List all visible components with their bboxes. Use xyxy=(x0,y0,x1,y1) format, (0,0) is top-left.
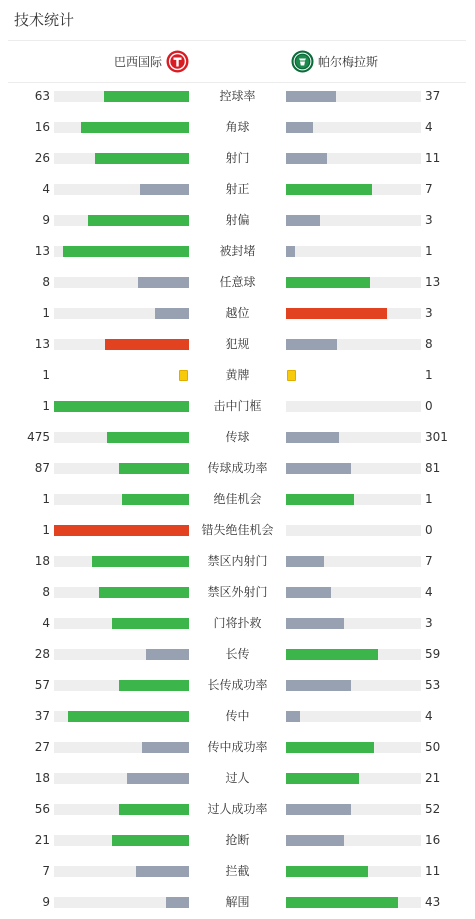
stat-label: 黄牌 xyxy=(225,368,250,382)
away-stat-bar xyxy=(286,494,421,505)
stat-row xyxy=(0,484,475,515)
stat-row xyxy=(0,515,475,546)
stat-label: 拦截 xyxy=(225,864,250,878)
stat-label: 被封堵 xyxy=(219,244,256,258)
home-stat-bar-fill xyxy=(146,649,189,660)
stat-row xyxy=(0,298,475,329)
home-stat-value: 18 xyxy=(34,554,50,568)
away-stat-bar xyxy=(286,680,421,691)
home-stat-value: 8 xyxy=(42,275,50,289)
away-stat-value: 7 xyxy=(425,554,433,568)
stat-row xyxy=(0,391,475,422)
away-stat-bar xyxy=(286,773,421,784)
away-stat-value: 8 xyxy=(425,337,433,351)
home-stat-bar xyxy=(54,711,189,722)
stat-row xyxy=(0,174,475,205)
stat-row xyxy=(0,236,475,267)
stat-row xyxy=(0,422,475,453)
away-team[interactable] xyxy=(291,41,378,82)
home-stat-bar xyxy=(54,494,189,505)
home-stat-bar xyxy=(54,246,189,257)
stat-label: 射门 xyxy=(225,151,250,165)
away-stat-bar-fill xyxy=(286,742,374,753)
stats-list xyxy=(0,81,475,918)
home-stat-bar xyxy=(54,277,189,288)
home-stat-bar xyxy=(54,618,189,629)
away-stat-value: 0 xyxy=(425,523,433,537)
away-stat-bar-fill xyxy=(286,711,300,722)
away-stat-bar xyxy=(286,122,421,133)
stat-row xyxy=(0,887,475,918)
stat-label: 射偏 xyxy=(225,213,250,227)
away-stat-bar xyxy=(286,277,421,288)
home-stat-value: 9 xyxy=(42,213,50,227)
stat-row xyxy=(0,453,475,484)
teams-header xyxy=(8,40,466,83)
home-stat-bar xyxy=(54,835,189,846)
home-stat-bar-fill xyxy=(119,680,189,691)
away-stat-bar xyxy=(286,618,421,629)
away-stat-bar-fill xyxy=(286,432,339,443)
stat-label: 传中 xyxy=(225,709,250,723)
stat-label: 任意球 xyxy=(219,275,256,289)
stat-row xyxy=(0,546,475,577)
home-stat-value: 4 xyxy=(42,616,50,630)
away-stat-bar xyxy=(286,463,421,474)
home-stat-value: 9 xyxy=(42,895,50,909)
away-stat-value: 11 xyxy=(425,864,441,878)
home-stat-bar xyxy=(54,91,189,102)
home-stat-bar-fill xyxy=(92,556,189,567)
stat-label: 绝佳机会 xyxy=(213,492,262,506)
home-stat-value: 13 xyxy=(34,337,50,351)
stat-row xyxy=(0,608,475,639)
home-stat-bar xyxy=(54,525,189,536)
home-team-name: 巴西国际 xyxy=(113,55,162,69)
away-stat-bar-fill xyxy=(286,649,378,660)
away-stat-bar xyxy=(286,897,421,908)
home-stat-bar-fill xyxy=(166,897,189,908)
away-stat-bar-fill xyxy=(286,308,387,319)
home-stat-bar xyxy=(54,215,189,226)
home-stat-value: 1 xyxy=(42,306,50,320)
away-stat-bar-fill xyxy=(286,153,327,164)
home-stat-bar-fill xyxy=(136,866,189,877)
home-stat-value: 1 xyxy=(42,492,50,506)
home-stat-bar-fill xyxy=(127,773,189,784)
stat-label: 抢断 xyxy=(225,833,250,847)
away-stat-bar xyxy=(286,308,421,319)
home-stat-value: 87 xyxy=(34,461,50,475)
home-stat-bar-fill xyxy=(155,308,189,319)
stat-label: 长传成功率 xyxy=(207,678,268,692)
home-stat-bar xyxy=(54,649,189,660)
away-stat-bar-fill xyxy=(286,556,324,567)
away-stat-value: 301 xyxy=(425,430,448,444)
home-stat-bar-fill xyxy=(104,91,189,102)
away-stat-bar-fill xyxy=(286,277,370,288)
away-stat-value: 53 xyxy=(425,678,441,692)
stat-row xyxy=(0,577,475,608)
home-stat-value: 57 xyxy=(34,678,50,692)
home-team[interactable] xyxy=(114,41,189,82)
home-stat-value: 4 xyxy=(42,182,50,196)
away-stat-value: 43 xyxy=(425,895,441,909)
away-stat-value: 16 xyxy=(425,833,441,847)
away-stat-bar-fill xyxy=(286,618,344,629)
away-stat-bar xyxy=(286,556,421,567)
home-stat-bar-fill xyxy=(68,711,190,722)
away-stat-bar-fill xyxy=(286,122,313,133)
home-stat-bar-fill xyxy=(140,184,189,195)
home-stat-value: 1 xyxy=(42,523,50,537)
stat-row xyxy=(0,701,475,732)
away-stat-bar xyxy=(286,432,421,443)
stat-row xyxy=(0,825,475,856)
away-stat-value: 13 xyxy=(425,275,441,289)
home-stat-value: 28 xyxy=(34,647,50,661)
home-stat-bar-fill xyxy=(107,432,189,443)
home-stat-bar xyxy=(54,463,189,474)
home-stat-value: 8 xyxy=(42,585,50,599)
away-stat-value: 4 xyxy=(425,120,433,134)
home-stat-value: 7 xyxy=(42,864,50,878)
palmeiras-crest-icon xyxy=(291,50,314,73)
stat-row xyxy=(0,112,475,143)
away-stat-value: 3 xyxy=(425,213,433,227)
away-stat-value: 52 xyxy=(425,802,441,816)
away-stat-value: 11 xyxy=(425,151,441,165)
away-stat-value: 37 xyxy=(425,89,441,103)
home-stat-bar-fill xyxy=(119,804,189,815)
stat-label: 过人成功率 xyxy=(207,802,268,816)
home-stat-bar-fill xyxy=(112,618,189,629)
home-stat-value: 1 xyxy=(42,368,50,382)
home-stat-value: 56 xyxy=(34,802,50,816)
away-stat-value: 81 xyxy=(425,461,441,475)
home-stat-value: 16 xyxy=(34,120,50,134)
away-stat-bar-fill xyxy=(286,339,337,350)
away-stat-value: 1 xyxy=(425,492,433,506)
home-stat-bar-fill xyxy=(99,587,189,598)
away-stat-bar-fill xyxy=(286,494,354,505)
away-stat-bar xyxy=(286,835,421,846)
away-stat-bar xyxy=(286,215,421,226)
away-stat-value: 7 xyxy=(425,182,433,196)
away-stat-bar-fill xyxy=(286,215,320,226)
away-stat-bar-fill xyxy=(286,835,344,846)
away-stat-value: 4 xyxy=(425,585,433,599)
home-stat-bar-fill xyxy=(95,153,190,164)
away-stat-bar-fill xyxy=(286,773,359,784)
away-stat-value: 59 xyxy=(425,647,441,661)
away-stat-bar xyxy=(286,246,421,257)
home-stat-bar-fill xyxy=(112,835,189,846)
stat-row xyxy=(0,329,475,360)
stat-label: 传中成功率 xyxy=(207,740,268,754)
stat-label: 错失绝佳机会 xyxy=(201,523,274,537)
home-stat-bar-fill xyxy=(81,122,189,133)
stat-row xyxy=(0,670,475,701)
home-stat-bar-fill xyxy=(63,246,189,257)
away-stat-bar xyxy=(286,153,421,164)
home-stat-bar-fill xyxy=(105,339,189,350)
stat-label: 解围 xyxy=(225,895,250,909)
away-stat-value: 50 xyxy=(425,740,441,754)
stat-label: 长传 xyxy=(225,647,250,661)
away-stat-value: 3 xyxy=(425,616,433,630)
home-stat-value: 13 xyxy=(34,244,50,258)
away-stat-value: 21 xyxy=(425,771,441,785)
home-stat-bar-fill xyxy=(119,463,189,474)
away-stat-bar xyxy=(286,866,421,877)
away-stat-bar xyxy=(286,711,421,722)
home-stat-bar xyxy=(54,587,189,598)
home-stat-bar xyxy=(54,897,189,908)
away-stat-bar xyxy=(286,587,421,598)
away-stat-bar xyxy=(286,649,421,660)
away-stat-bar-fill xyxy=(286,463,351,474)
away-stat-value: 4 xyxy=(425,709,433,723)
stat-label: 传球成功率 xyxy=(207,461,268,475)
stat-label: 犯规 xyxy=(225,337,250,351)
stat-label: 禁区内射门 xyxy=(207,554,268,568)
away-stat-value: 1 xyxy=(425,244,433,258)
stat-row xyxy=(0,267,475,298)
stat-label: 门将扑救 xyxy=(213,616,262,630)
home-stat-bar xyxy=(54,153,189,164)
away-stat-bar-fill xyxy=(286,587,331,598)
stat-row xyxy=(0,856,475,887)
page-title: 技术统计 xyxy=(14,11,75,29)
stat-label: 控球率 xyxy=(219,89,256,103)
away-stat-bar-fill xyxy=(286,897,398,908)
home-stat-bar-fill xyxy=(138,277,189,288)
away-team-name: 帕尔梅拉斯 xyxy=(318,55,379,69)
internacional-crest-icon xyxy=(166,50,189,73)
home-stat-bar xyxy=(54,556,189,567)
stat-label: 击中门框 xyxy=(213,399,262,413)
home-stat-value: 18 xyxy=(34,771,50,785)
home-stat-bar xyxy=(54,432,189,443)
stat-label: 越位 xyxy=(225,306,250,320)
away-stat-bar-fill xyxy=(286,184,372,195)
home-stat-bar xyxy=(54,866,189,877)
home-stat-bar xyxy=(54,184,189,195)
home-stat-bar xyxy=(54,804,189,815)
stat-row xyxy=(0,732,475,763)
home-stat-bar xyxy=(54,680,189,691)
away-stat-bar xyxy=(286,525,421,536)
home-stat-bar xyxy=(54,742,189,753)
page-header xyxy=(0,0,475,40)
stat-row xyxy=(0,360,475,391)
home-stat-bar xyxy=(54,122,189,133)
away-stat-bar-fill xyxy=(286,246,295,257)
away-stat-bar xyxy=(286,742,421,753)
stat-label: 过人 xyxy=(225,771,250,785)
stat-label: 禁区外射门 xyxy=(207,585,268,599)
home-stat-bar xyxy=(54,339,189,350)
stat-row xyxy=(0,143,475,174)
home-stat-bar-fill xyxy=(54,525,189,536)
away-stat-value: 0 xyxy=(425,399,433,413)
stat-row xyxy=(0,205,475,236)
stat-label: 角球 xyxy=(225,120,250,134)
away-stat-bar xyxy=(286,184,421,195)
away-stat-bar-fill xyxy=(286,804,351,815)
stat-label: 传球 xyxy=(225,430,250,444)
home-stat-value: 37 xyxy=(34,709,50,723)
away-stat-bar xyxy=(286,401,421,412)
home-stat-value: 27 xyxy=(34,740,50,754)
away-stat-bar-fill xyxy=(286,91,336,102)
away-stat-bar-fill xyxy=(286,866,368,877)
stat-row xyxy=(0,639,475,670)
away-yellow-card-icon xyxy=(287,370,296,381)
home-stat-bar xyxy=(54,308,189,319)
home-stat-value: 21 xyxy=(34,833,50,847)
home-stat-bar-fill xyxy=(142,742,189,753)
away-stat-bar-fill xyxy=(286,680,351,691)
home-stat-value: 475 xyxy=(27,430,50,444)
away-stat-value: 1 xyxy=(425,368,433,382)
home-yellow-card-icon xyxy=(179,370,188,381)
away-stat-value: 3 xyxy=(425,306,433,320)
home-stat-bar xyxy=(54,773,189,784)
home-stat-bar-fill xyxy=(122,494,190,505)
stat-label: 射正 xyxy=(225,182,250,196)
stat-row xyxy=(0,763,475,794)
home-stat-value: 63 xyxy=(34,89,50,103)
home-stat-bar xyxy=(54,401,189,412)
away-stat-bar xyxy=(286,91,421,102)
home-stat-bar-fill xyxy=(88,215,189,226)
stat-row xyxy=(0,794,475,825)
away-stat-bar xyxy=(286,804,421,815)
away-stat-bar xyxy=(286,339,421,350)
home-stat-value: 26 xyxy=(34,151,50,165)
stat-row xyxy=(0,81,475,112)
home-stat-bar-fill xyxy=(54,401,189,412)
home-stat-value: 1 xyxy=(42,399,50,413)
